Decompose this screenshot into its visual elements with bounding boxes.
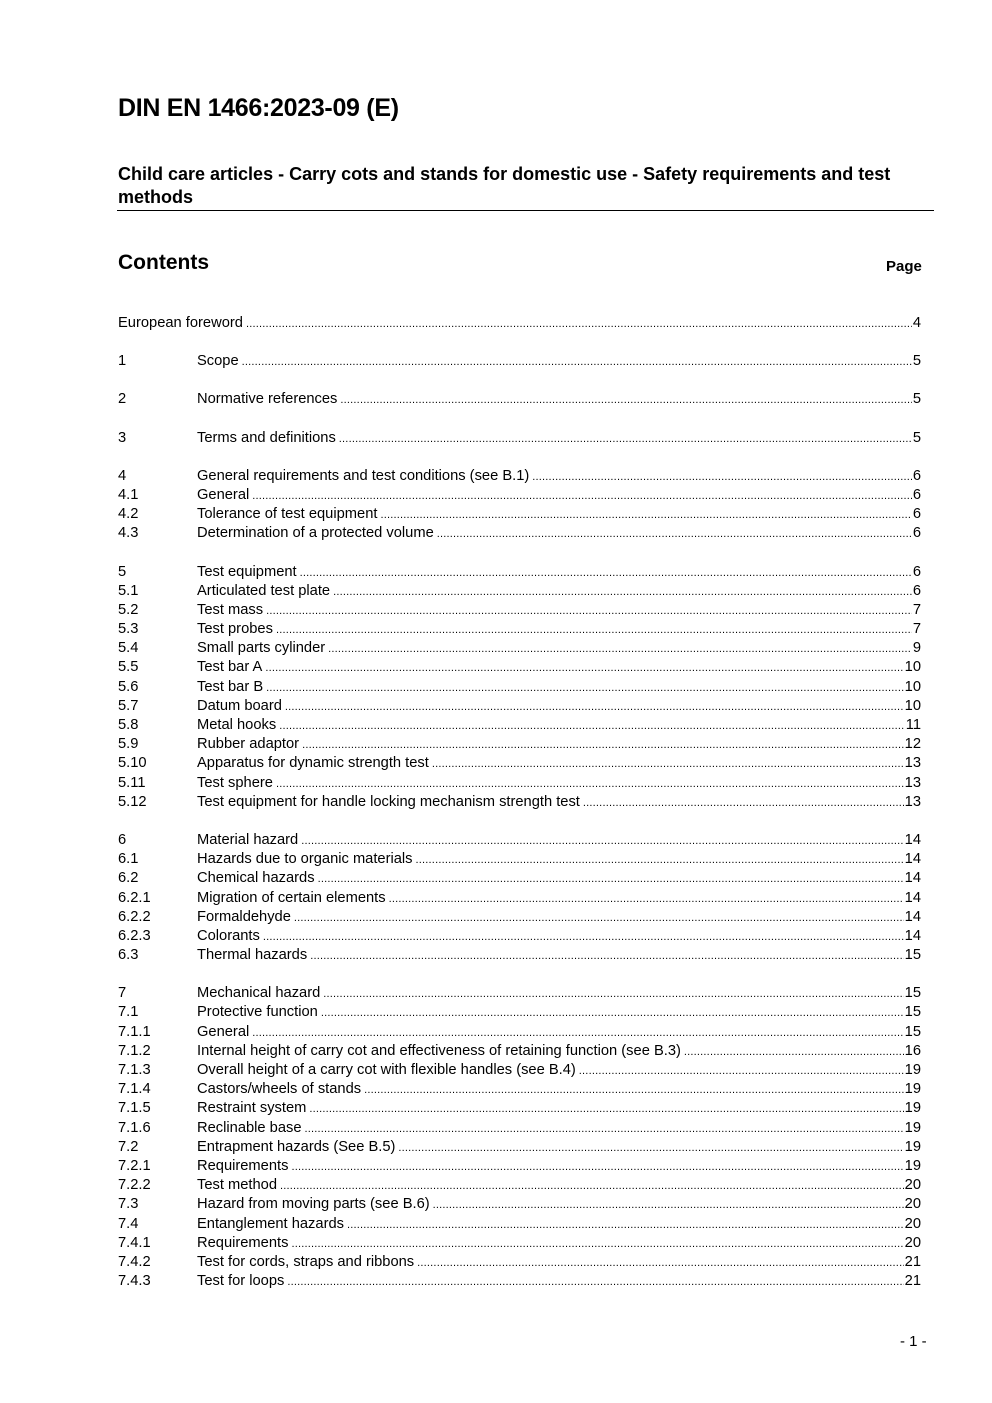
toc-entry-number: 7.2.1 — [118, 1157, 151, 1174]
toc-dot-leader — [389, 890, 904, 908]
toc-entry-number: 7.1.4 — [118, 1081, 151, 1098]
toc-entry-number: 6.2.3 — [118, 927, 151, 944]
toc-entry-page: 20 — [904, 1177, 921, 1194]
toc-entry-number: 4 — [118, 467, 127, 484]
toc-entry-number: 4.2 — [118, 506, 139, 523]
toc-dot-leader — [252, 1024, 903, 1042]
toc-entry-page: 14 — [904, 908, 921, 925]
toc-entry[interactable] — [118, 1023, 921, 1042]
toc-dot-leader — [301, 832, 903, 850]
toc-entry-title: Small parts cylinder — [197, 640, 326, 657]
toc-entry[interactable] — [118, 1272, 921, 1291]
toc-entry[interactable] — [118, 927, 921, 946]
toc-entry[interactable] — [118, 1119, 921, 1138]
toc-entry[interactable] — [118, 1215, 921, 1234]
toc-entry[interactable] — [118, 639, 921, 658]
toc-dot-leader — [242, 353, 912, 371]
toc-entry-number: 7.2.2 — [118, 1177, 151, 1194]
toc-entry-page: 19 — [904, 1062, 921, 1078]
toc-entry-page: 19 — [904, 1119, 921, 1136]
toc-entry-title: Thermal hazards — [197, 947, 308, 964]
toc-entry[interactable] — [118, 1042, 921, 1061]
toc-entry-number: 7.4 — [118, 1215, 139, 1232]
toc-entry[interactable] — [118, 1003, 921, 1022]
toc-entry[interactable] — [118, 1195, 921, 1214]
toc-entry[interactable] — [118, 1061, 921, 1080]
toc-entry-number: 7.1.6 — [118, 1119, 151, 1136]
toc-entry[interactable] — [118, 754, 921, 773]
toc-entry-number: 6 — [118, 831, 127, 848]
page-column-heading: Page — [886, 258, 922, 275]
toc-entry-page: 6 — [912, 486, 921, 503]
toc-entry-title: Protective function — [197, 1004, 318, 1021]
toc-dot-leader — [532, 468, 912, 486]
toc-dot-leader — [328, 640, 912, 658]
toc-entry[interactable] — [118, 793, 921, 812]
toc-entry[interactable] — [118, 486, 921, 505]
toc-entry-title: Scope — [197, 353, 239, 370]
toc-entry[interactable] — [118, 1099, 921, 1118]
toc-entry[interactable] — [118, 1253, 921, 1272]
toc-entry-title: Overall height of a carry cot with flexible handles (see B.4) — [197, 1062, 576, 1078]
toc-entry[interactable] — [118, 505, 921, 524]
toc-entry-number: 5.7 — [118, 697, 139, 714]
toc-entry[interactable] — [118, 697, 921, 716]
toc-entry-title: General — [197, 1023, 250, 1040]
toc-entry-title: Castors/wheels of stands — [197, 1081, 362, 1098]
toc-entry-title: Requirements — [197, 1234, 289, 1251]
toc-entry-number: 4.1 — [118, 486, 139, 503]
toc-entry[interactable] — [118, 889, 921, 908]
toc-entry-title: General requirements and test conditions (see B.1) — [197, 467, 530, 484]
toc-entry-title: Test method — [197, 1177, 278, 1194]
toc-entry-number: 5.3 — [118, 621, 139, 638]
toc-entry-number: 7.1.5 — [118, 1100, 151, 1117]
toc-entry-title: Rubber adaptor — [197, 736, 300, 753]
toc-entry-number: 4.3 — [118, 525, 139, 542]
toc-dot-leader — [305, 1120, 904, 1138]
toc-dot-leader — [417, 1254, 904, 1272]
toc-entry-number: 6.2 — [118, 870, 139, 887]
toc-entry-page: 15 — [904, 1023, 921, 1040]
toc-entry-page: 21 — [904, 1273, 921, 1290]
toc-entry-title: Terms and definitions — [197, 429, 336, 446]
toc-dot-leader — [279, 717, 905, 735]
toc-entry-page: 5 — [912, 353, 921, 370]
toc-dot-leader — [347, 1216, 904, 1234]
toc-dot-leader — [310, 947, 903, 965]
toc-entry-page: 20 — [904, 1215, 921, 1232]
toc-entry-title: European foreword — [118, 315, 243, 331]
toc-dot-leader — [302, 736, 904, 754]
toc-entry-number: 7.2 — [118, 1138, 139, 1155]
toc-entry-page: 15 — [904, 947, 921, 964]
toc-entry-title: Hazard from moving parts (see B.6) — [197, 1196, 430, 1213]
toc-dot-leader — [340, 391, 911, 409]
toc-entry-page: 7 — [912, 601, 921, 618]
toc-entry[interactable] — [118, 946, 921, 965]
toc-entry[interactable] — [118, 390, 921, 409]
toc-entry[interactable] — [118, 352, 921, 371]
toc-entry-title: Test mass — [197, 601, 264, 618]
toc-dot-leader — [252, 487, 912, 505]
toc-entry-title: Test equipment for handle locking mechanism strength test — [197, 793, 580, 810]
table-of-contents — [118, 314, 921, 1291]
toc-entry[interactable] — [118, 429, 921, 448]
toc-dot-leader — [291, 1158, 903, 1176]
document-subtitle: Child care articles - Carry cots and stands for domestic use - Safety requirements and test methods — [118, 164, 891, 207]
toc-entry[interactable] — [118, 1234, 921, 1253]
toc-entry-page: 14 — [904, 889, 921, 906]
toc-entry-page: 9 — [912, 640, 921, 657]
toc-dot-leader — [287, 1273, 903, 1291]
toc-entry-page: 11 — [905, 717, 921, 733]
toc-entry-title: Entrapment hazards (See B.5) — [197, 1138, 396, 1155]
toc-entry[interactable] — [118, 620, 921, 639]
toc-entry-page: 4 — [912, 315, 921, 331]
toc-entry-number: 5.10 — [118, 755, 147, 772]
toc-entry-page: 15 — [904, 1004, 921, 1021]
toc-entry-title: Chemical hazards — [197, 870, 315, 887]
toc-dot-leader — [276, 775, 904, 793]
toc-dot-leader — [266, 602, 912, 620]
toc-entry-page: 14 — [904, 927, 921, 944]
toc-entry[interactable] — [118, 716, 921, 735]
toc-dot-leader — [266, 679, 904, 697]
toc-entry[interactable] — [118, 601, 921, 620]
toc-entry-number: 7.1.3 — [118, 1062, 151, 1078]
toc-entry[interactable] — [118, 774, 921, 793]
toc-entry-page: 15 — [904, 985, 921, 1002]
toc-entry-number: 7 — [118, 985, 127, 1002]
toc-entry-title: Test equipment — [197, 563, 297, 580]
toc-entry-number: 7.1.2 — [118, 1042, 151, 1059]
toc-entry[interactable] — [118, 908, 921, 927]
toc-dot-leader — [323, 985, 903, 1003]
toc-dot-leader — [433, 1196, 904, 1214]
toc-entry-page: 19 — [904, 1100, 921, 1117]
toc-entry-page: 10 — [904, 678, 921, 695]
toc-entry-page: 21 — [904, 1253, 921, 1270]
toc-dot-leader — [333, 583, 912, 601]
toc-entry-number: 7.1.1 — [118, 1023, 151, 1040]
toc-entry-title: Formaldehyde — [197, 908, 291, 925]
toc-dot-leader — [291, 1235, 903, 1253]
toc-entry-number: 7.1 — [118, 1004, 139, 1021]
toc-dot-leader — [579, 1062, 904, 1080]
toc-entry-page: 6 — [912, 525, 921, 542]
toc-entry-number: 3 — [118, 429, 127, 446]
toc-entry-title: Migration of certain elements — [197, 889, 386, 906]
toc-dot-leader — [321, 1004, 904, 1022]
toc-dot-leader — [294, 909, 904, 927]
toc-dot-leader — [432, 755, 904, 773]
document-title: DIN EN 1466:2023-09 (E) — [118, 94, 399, 122]
toc-entry-title: Hazards due to organic materials — [197, 851, 413, 868]
toc-entry-page: 5 — [912, 391, 921, 408]
toc-entry-title: Test for loops — [197, 1273, 285, 1290]
toc-entry-number: 7.4.1 — [118, 1234, 151, 1251]
toc-dot-leader — [285, 698, 904, 716]
toc-entry-title: Test probes — [197, 621, 273, 638]
toc-entry-page: 14 — [904, 831, 921, 848]
toc-entry-number: 5.1 — [118, 582, 139, 599]
toc-entry-number: 5.5 — [118, 659, 139, 676]
toc-entry-page: 13 — [904, 793, 921, 810]
toc-entry-page: 19 — [904, 1081, 921, 1098]
toc-entry[interactable] — [118, 1176, 921, 1195]
toc-dot-leader — [339, 430, 912, 448]
toc-entry-number: 7.4.2 — [118, 1253, 151, 1270]
toc-entry-title: Articulated test plate — [197, 582, 331, 599]
toc-entry-page: 19 — [904, 1157, 921, 1174]
toc-entry-number: 5.2 — [118, 601, 139, 618]
toc-entry[interactable] — [118, 582, 921, 601]
toc-dot-leader — [684, 1043, 904, 1061]
toc-entry-number: 6.2.1 — [118, 889, 151, 906]
toc-entry-title: Test bar B — [197, 678, 264, 695]
toc-entry[interactable] — [118, 467, 921, 486]
toc-entry-title: General — [197, 486, 250, 503]
toc-entry-number: 5.4 — [118, 640, 139, 657]
toc-entry-page: 14 — [904, 851, 921, 868]
toc-entry-number: 5 — [118, 563, 127, 580]
toc-dot-leader — [265, 659, 903, 677]
toc-entry[interactable] — [118, 524, 921, 543]
toc-entry-number: 7.3 — [118, 1196, 139, 1213]
toc-entry-number: 5.6 — [118, 678, 139, 695]
toc-entry-title: Apparatus for dynamic strength test — [197, 755, 429, 772]
toc-entry-page: 20 — [904, 1234, 921, 1251]
toc-entry-page: 5 — [912, 429, 921, 446]
toc-entry-title: Test bar A — [197, 659, 263, 676]
toc-entry-page: 6 — [912, 506, 921, 523]
toc-entry-number: 6.1 — [118, 851, 139, 868]
toc-dot-leader — [416, 851, 904, 869]
toc-dot-leader — [263, 928, 904, 946]
toc-entry[interactable] — [118, 314, 921, 333]
toc-entry-page: 13 — [904, 774, 921, 791]
title-divider — [117, 210, 934, 211]
toc-entry-page: 13 — [904, 755, 921, 772]
toc-entry-number: 6.2.2 — [118, 908, 151, 925]
toc-entry-title: Reclinable base — [197, 1119, 302, 1136]
toc-entry-number: 5.9 — [118, 736, 139, 753]
toc-entry-title: Determination of a protected volume — [197, 525, 434, 542]
toc-entry-title: Normative references — [197, 391, 338, 408]
toc-dot-leader — [318, 870, 904, 888]
toc-entry-page: 6 — [912, 582, 921, 599]
toc-entry-title: Entanglement hazards — [197, 1215, 344, 1232]
toc-entry-page: 10 — [904, 697, 921, 714]
toc-dot-leader — [280, 1177, 904, 1195]
toc-dot-leader — [583, 794, 904, 812]
toc-dot-leader — [300, 564, 912, 582]
toc-entry-title: Tolerance of test equipment — [197, 506, 378, 523]
toc-entry-title: Colorants — [197, 927, 260, 944]
toc-entry-page: 12 — [904, 736, 921, 753]
toc-entry-page: 6 — [912, 467, 921, 484]
toc-entry-title: Datum board — [197, 697, 282, 714]
toc-entry[interactable] — [118, 869, 921, 888]
toc-entry-title: Material hazard — [197, 831, 299, 848]
toc-entry-title: Test for cords, straps and ribbons — [197, 1253, 415, 1270]
page-number: - 1 - — [900, 1333, 927, 1350]
toc-entry[interactable] — [118, 984, 921, 1003]
toc-entry-title: Internal height of carry cot and effectiveness of retaining function (see B.3) — [197, 1042, 681, 1059]
toc-entry-title: Requirements — [197, 1157, 289, 1174]
toc-entry-title: Metal hooks — [197, 717, 277, 733]
toc-entry-number: 5.11 — [118, 774, 146, 791]
toc-entry-page: 6 — [912, 563, 921, 580]
toc-dot-leader — [380, 506, 911, 524]
toc-entry-number: 5.12 — [118, 793, 147, 810]
toc-entry-page: 10 — [904, 659, 921, 676]
toc-entry-title: Mechanical hazard — [197, 985, 321, 1002]
toc-entry-page: 14 — [904, 870, 921, 887]
toc-entry[interactable] — [118, 658, 921, 677]
toc-entry-title: Test sphere — [197, 774, 273, 791]
toc-entry-title: Restraint system — [197, 1100, 307, 1117]
toc-entry-number: 6.3 — [118, 947, 139, 964]
toc-entry[interactable] — [118, 563, 921, 582]
toc-entry-number: 5.8 — [118, 717, 139, 733]
toc-entry[interactable] — [118, 1138, 921, 1157]
toc-entry-number: 1 — [118, 353, 127, 370]
toc-entry[interactable] — [118, 735, 921, 754]
toc-entry[interactable] — [118, 1080, 921, 1099]
toc-dot-leader — [398, 1139, 903, 1157]
toc-entry-number: 2 — [118, 391, 127, 408]
toc-entry[interactable] — [118, 831, 921, 850]
contents-heading: Contents — [118, 251, 209, 274]
toc-entry-page: 20 — [904, 1196, 921, 1213]
toc-entry-number: 7.4.3 — [118, 1273, 151, 1290]
toc-entry-page: 7 — [912, 621, 921, 638]
toc-dot-leader — [246, 315, 912, 333]
toc-entry[interactable] — [118, 678, 921, 697]
toc-entry-page: 19 — [904, 1138, 921, 1155]
toc-dot-leader — [437, 525, 912, 543]
toc-entry-page: 16 — [904, 1042, 921, 1059]
toc-entry[interactable] — [118, 1157, 921, 1176]
toc-entry[interactable] — [118, 850, 921, 869]
toc-dot-leader — [276, 621, 912, 639]
toc-dot-leader — [364, 1081, 904, 1099]
toc-dot-leader — [309, 1100, 903, 1118]
